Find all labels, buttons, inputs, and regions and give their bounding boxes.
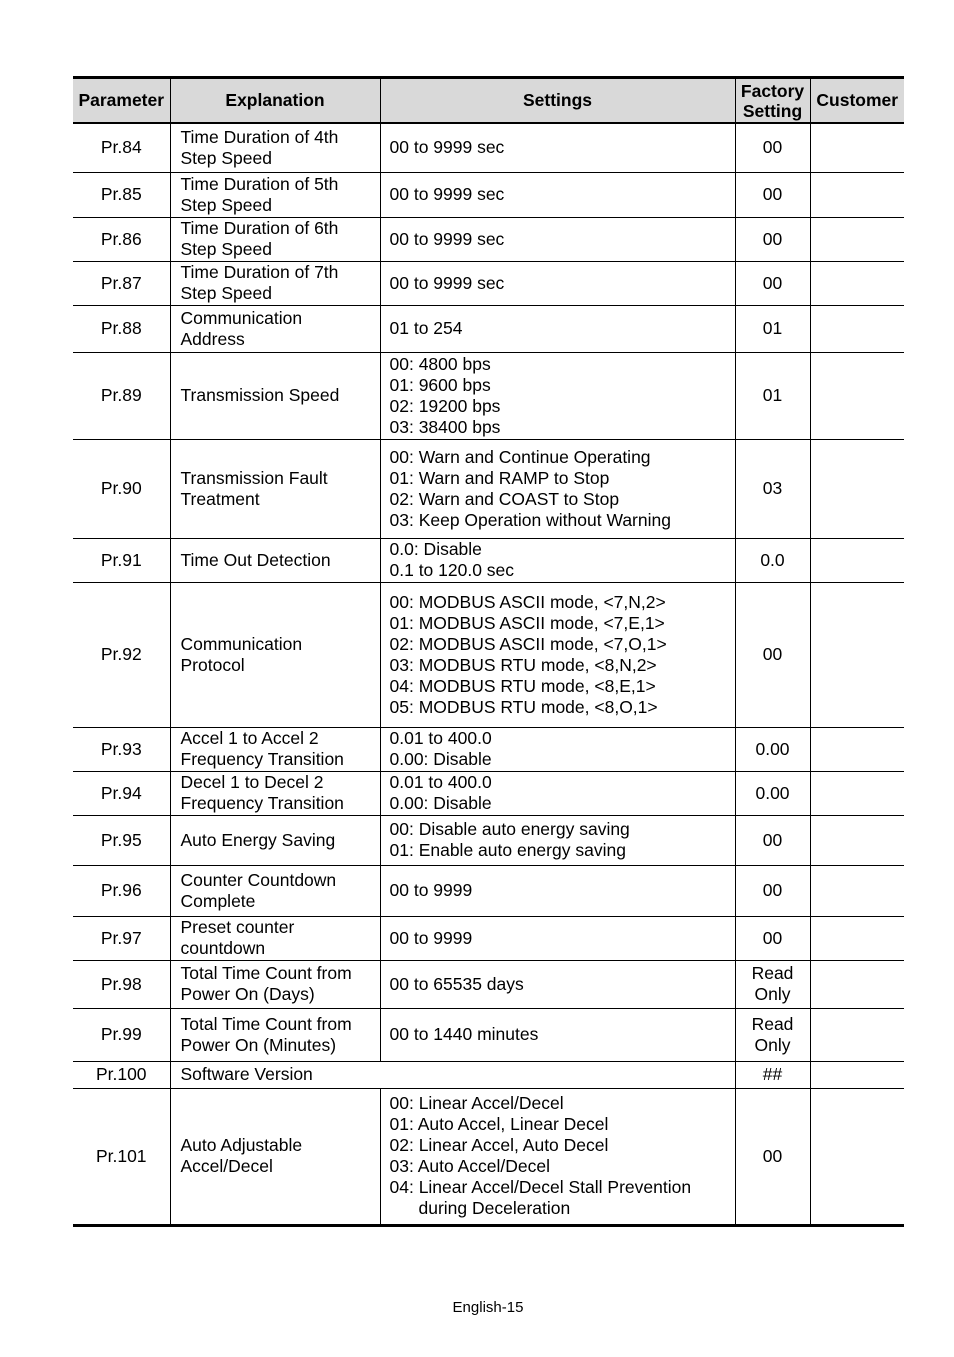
header-factory-line1: Factory — [740, 80, 805, 101]
explanation-cell — [170, 865, 380, 916]
table-row — [73, 815, 904, 865]
customer-cell — [810, 771, 904, 815]
explanation-line: Time Duration of 4th — [180, 126, 339, 147]
settings-cell — [380, 538, 735, 582]
factory-setting-cell — [735, 352, 810, 439]
table-row — [73, 727, 904, 771]
factory-setting-cell — [735, 960, 810, 1008]
table-row — [73, 1061, 904, 1088]
page-number: English-15 — [452, 1299, 524, 1316]
parameter-cell: Pr.93 — [73, 727, 170, 771]
factory-setting-cell — [735, 582, 810, 727]
settings-line: 04: Linear Accel/Decel Stall Prevention — [389, 1177, 692, 1197]
settings-cell — [380, 172, 735, 217]
factory-setting-line: 00 — [762, 272, 783, 293]
explanation-line: Auto Adjustable — [180, 1135, 303, 1155]
table-row — [73, 1008, 904, 1061]
parameter-cell: Pr.89 — [73, 352, 170, 439]
explanation-line: Step Speed — [180, 194, 272, 215]
settings-cell — [380, 352, 735, 439]
explanation-cell — [170, 538, 380, 582]
factory-setting-cell — [735, 1008, 810, 1061]
explanation-line: Communication — [180, 307, 303, 328]
table-row — [73, 582, 904, 727]
table-row — [73, 172, 904, 217]
settings-line: 0.1 to 120.0 sec — [389, 560, 515, 580]
header-factory-setting — [735, 78, 810, 124]
settings-line: 03: MODBUS RTU mode, <8,N,2> — [389, 654, 657, 675]
explanation-cell — [170, 727, 380, 771]
explanation-cell — [170, 582, 380, 727]
header-factory-line2: Setting — [742, 100, 803, 121]
settings-cell — [380, 261, 735, 305]
settings-line: 00: Disable auto energy saving — [389, 819, 630, 839]
settings-cell — [380, 1008, 735, 1061]
factory-setting-cell — [735, 865, 810, 916]
settings-cell — [380, 123, 735, 172]
factory-setting-cell — [735, 538, 810, 582]
factory-setting-cell — [735, 727, 810, 771]
factory-setting-cell — [735, 916, 810, 960]
settings-line: 01: MODBUS ASCII mode, <7,E,1> — [389, 612, 665, 633]
explanation-line: Step Speed — [180, 147, 272, 168]
factory-setting-line: 00 — [762, 880, 783, 900]
customer-cell — [810, 865, 904, 916]
parameter-cell: Pr.97 — [73, 916, 170, 960]
table-row — [73, 261, 904, 305]
parameter-cell: Pr.101 — [73, 1088, 170, 1225]
explanation-line: Time Duration of 6th — [180, 218, 339, 238]
factory-setting-line: 01 — [762, 318, 783, 338]
factory-setting-line: 00 — [762, 137, 783, 158]
factory-setting-cell — [735, 771, 810, 815]
explanation-line: countdown — [180, 938, 266, 958]
settings-line: 05: MODBUS RTU mode, <8,O,1> — [389, 696, 658, 717]
customer-cell — [810, 582, 904, 727]
factory-setting-line: 00 — [762, 644, 783, 664]
customer-cell — [810, 439, 904, 538]
settings-line: 00 to 9999 sec — [389, 272, 505, 293]
settings-cell — [380, 582, 735, 727]
explanation-line: Software Version — [180, 1064, 313, 1084]
customer-cell — [810, 727, 904, 771]
customer-cell — [810, 1088, 904, 1225]
settings-line: 02: Linear Accel, Auto Decel — [389, 1135, 609, 1155]
settings-cell — [380, 305, 735, 352]
table-row — [73, 217, 904, 261]
table-row — [73, 123, 904, 172]
table-row — [73, 1088, 904, 1225]
settings-line: 04: MODBUS RTU mode, <8,E,1> — [389, 675, 656, 696]
settings-line: 01: Auto Accel, Linear Decel — [389, 1114, 609, 1134]
customer-cell — [810, 1061, 904, 1088]
parameter-cell: Pr.85 — [73, 172, 170, 217]
settings-line: during Deceleration — [418, 1198, 571, 1218]
parameter-cell: Pr.96 — [73, 865, 170, 916]
explanation-cell — [170, 916, 380, 960]
explanation-cell — [170, 960, 380, 1008]
settings-line: 00: Linear Accel/Decel — [389, 1093, 564, 1113]
settings-line: 02: Warn and COAST to Stop — [389, 488, 620, 509]
settings-line: 00 to 65535 days — [389, 973, 524, 994]
settings-line: 02: MODBUS ASCII mode, <7,O,1> — [389, 633, 667, 654]
table-row — [73, 865, 904, 916]
settings-line: 03: Keep Operation without Warning — [389, 509, 671, 530]
factory-setting-cell — [735, 815, 810, 865]
explanation-line: Time Duration of 7th — [180, 262, 339, 282]
parameter-cell: Pr.87 — [73, 261, 170, 305]
settings-line: 0.01 to 400.0 — [389, 728, 492, 748]
settings-line: 00 to 9999 sec — [389, 137, 505, 158]
explanation-line: Auto Energy Saving — [180, 829, 336, 850]
explanation-line: Time Out Detection — [180, 549, 331, 570]
factory-setting-line: ## — [762, 1064, 783, 1084]
table-row — [73, 352, 904, 439]
settings-cell — [380, 771, 735, 815]
settings-line: 01: 9600 bps — [389, 374, 491, 395]
explanation-cell — [170, 305, 380, 352]
factory-setting-line: Read — [751, 963, 794, 983]
explanation-cell — [170, 261, 380, 305]
explanation-cell — [170, 1008, 380, 1061]
parameter-cell: Pr.92 — [73, 582, 170, 727]
factory-setting-line: 00 — [762, 184, 783, 204]
settings-line: 03: Auto Accel/Decel — [389, 1156, 551, 1176]
table-row — [73, 439, 904, 538]
customer-cell — [810, 305, 904, 352]
explanation-line: Total Time Count from — [180, 1013, 352, 1034]
factory-setting-cell — [735, 439, 810, 538]
settings-line: 0.01 to 400.0 — [389, 772, 492, 792]
explanation-line: Power On (Minutes) — [180, 1034, 337, 1055]
settings-line: 01: Enable auto energy saving — [389, 840, 626, 860]
parameter-cell: Pr.91 — [73, 538, 170, 582]
settings-line: 00 to 1440 minutes — [389, 1024, 539, 1044]
settings-cell — [380, 916, 735, 960]
parameter-cell: Pr.98 — [73, 960, 170, 1008]
customer-cell — [810, 916, 904, 960]
settings-line: 02: 19200 bps — [389, 395, 501, 416]
explanation-line: Communication — [180, 633, 303, 654]
explanation-line: Treatment — [180, 488, 260, 509]
explanation-line: Step Speed — [180, 239, 272, 259]
parameter-cell: Pr.95 — [73, 815, 170, 865]
explanation-line: Transmission Speed — [180, 385, 340, 405]
header-customer: Customer — [810, 78, 904, 124]
settings-line: 00 to 9999 — [389, 927, 473, 948]
explanation-line: Total Time Count from — [180, 963, 352, 983]
explanation-line: Address — [180, 328, 245, 349]
table-row — [73, 305, 904, 352]
explanation-line: Step Speed — [180, 283, 272, 303]
factory-setting-line: 03 — [762, 478, 783, 498]
explanation-line: Frequency Transition — [180, 793, 344, 813]
explanation-line: Accel 1 to Accel 2 — [180, 728, 319, 748]
explanation-cell — [170, 815, 380, 865]
explanation-cell — [170, 771, 380, 815]
parameter-cell: Pr.94 — [73, 771, 170, 815]
settings-cell — [380, 865, 735, 916]
table-row — [73, 916, 904, 960]
explanation-line: Frequency Transition — [180, 749, 344, 769]
factory-setting-line: 0.0 — [760, 549, 785, 570]
explanation-line: Decel 1 to Decel 2 — [180, 772, 324, 792]
customer-cell — [810, 123, 904, 172]
factory-setting-line: 00 — [762, 927, 783, 948]
factory-setting-line: Read — [751, 1013, 794, 1034]
settings-line: 00: 4800 bps — [389, 353, 491, 374]
explanation-cell — [170, 1088, 380, 1225]
settings-cell — [380, 1088, 735, 1225]
header-explanation: Explanation — [170, 78, 380, 124]
table-body — [73, 123, 904, 1225]
table-row — [73, 960, 904, 1008]
factory-setting-cell — [735, 305, 810, 352]
settings-line: 00: MODBUS ASCII mode, <7,N,2> — [389, 591, 666, 612]
explanation-line: Power On (Days) — [180, 984, 315, 1004]
customer-cell — [810, 261, 904, 305]
factory-setting-cell — [735, 1061, 810, 1088]
customer-cell — [810, 352, 904, 439]
settings-line: 00: Warn and Continue Operating — [389, 446, 651, 467]
factory-setting-line: Only — [754, 1034, 791, 1055]
factory-setting-cell — [735, 172, 810, 217]
settings-cell — [380, 217, 735, 261]
table-row — [73, 538, 904, 582]
settings-line: 0.00: Disable — [389, 749, 492, 769]
factory-setting-cell — [735, 123, 810, 172]
explanation-line: Accel/Decel — [180, 1156, 273, 1176]
customer-cell — [810, 217, 904, 261]
customer-cell — [810, 815, 904, 865]
parameter-cell: Pr.88 — [73, 305, 170, 352]
factory-setting-cell — [735, 261, 810, 305]
settings-cell — [380, 727, 735, 771]
explanation-cell — [170, 1061, 735, 1088]
header-parameter: Parameter — [73, 78, 170, 124]
factory-setting-line: 00 — [762, 1145, 783, 1166]
explanation-line: Transmission Fault — [180, 467, 328, 488]
explanation-cell — [170, 217, 380, 261]
settings-line: 00 to 9999 sec — [389, 228, 505, 249]
explanation-cell — [170, 123, 380, 172]
table-header-row — [73, 78, 904, 124]
parameter-table — [73, 76, 904, 1227]
explanation-line: Preset counter — [180, 917, 295, 937]
settings-line: 01: Warn and RAMP to Stop — [389, 467, 610, 488]
customer-cell — [810, 538, 904, 582]
table-row — [73, 771, 904, 815]
settings-cell — [380, 815, 735, 865]
explanation-cell — [170, 352, 380, 439]
customer-cell — [810, 1008, 904, 1061]
explanation-line: Protocol — [180, 654, 245, 675]
settings-line: 00 to 9999 — [389, 880, 473, 900]
explanation-line: Counter Countdown — [180, 869, 337, 890]
factory-setting-line: 01 — [762, 385, 783, 405]
factory-setting-cell — [735, 1088, 810, 1225]
settings-line: 03: 38400 bps — [389, 416, 501, 437]
customer-cell — [810, 172, 904, 217]
factory-setting-line: Only — [754, 984, 791, 1004]
settings-line: 0.0: Disable — [389, 539, 482, 559]
customer-cell — [810, 960, 904, 1008]
settings-line: 00 to 9999 sec — [389, 184, 505, 204]
settings-line: 0.00: Disable — [389, 793, 492, 813]
settings-cell — [380, 960, 735, 1008]
parameter-cell: Pr.84 — [73, 123, 170, 172]
settings-line: 01 to 254 — [389, 318, 463, 338]
explanation-cell — [170, 439, 380, 538]
factory-setting-line: 0.00 — [755, 738, 790, 759]
factory-setting-line: 00 — [762, 829, 783, 850]
explanation-cell — [170, 172, 380, 217]
explanation-line: Complete — [180, 890, 256, 911]
explanation-line: Time Duration of 5th — [180, 173, 339, 194]
settings-cell — [380, 439, 735, 538]
factory-setting-cell — [735, 217, 810, 261]
parameter-cell: Pr.90 — [73, 439, 170, 538]
parameter-cell: Pr.99 — [73, 1008, 170, 1061]
parameter-cell: Pr.86 — [73, 217, 170, 261]
parameter-cell: Pr.100 — [73, 1061, 170, 1088]
factory-setting-line: 00 — [762, 228, 783, 249]
factory-setting-line: 0.00 — [755, 782, 790, 803]
header-settings: Settings — [380, 78, 735, 124]
